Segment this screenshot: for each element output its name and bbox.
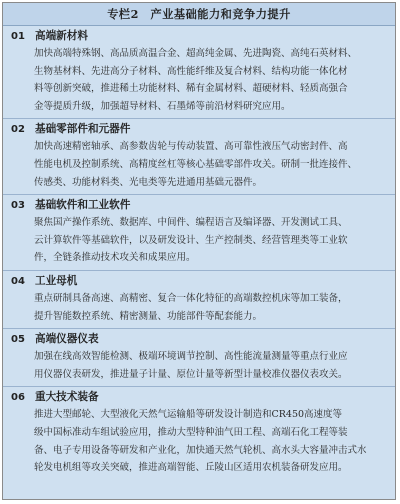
section-heading <box>11 389 389 406</box>
section-number: 06 <box>11 392 25 404</box>
body-line: 推进大型邮轮、大型液化天然气运输船等研发设计制造和CR450高速度等 <box>34 409 343 421</box>
body-line: 金等提质升级，加强超导材料、石墨烯等前沿材料研究应用。 <box>34 100 291 112</box>
section-title: 高端仪器仪表 <box>35 333 99 346</box>
section-03 <box>3 195 395 271</box>
body-line: 提升智能数控系统、精密测量、功能部件等配套能力。 <box>34 310 263 322</box>
body-line: 件，全链条推动技术攻关和成果应用。 <box>34 252 196 264</box>
section-heading <box>11 121 389 138</box>
body-line: 级中国标准动车组试验应用，推动大型特种油气田工程、高端石化工程等装 <box>34 426 348 438</box>
section-number: 04 <box>11 275 25 287</box>
box-title: 专栏2 产业基础能力和竞争力提升 <box>3 3 395 26</box>
section-body <box>11 45 389 115</box>
body-line: 料等创新突破，推进稀土功能材料、稀有金属材料、超硬材料、轻质高强合 <box>34 83 348 95</box>
section-body <box>11 290 389 325</box>
body-line: 聚焦国产操作系统、数据库、中间件、编程语言及编译器、开发测试工具、 <box>34 217 348 229</box>
body-line: 加快高端特殊钢、高品质高温合金、超高纯金属、先进陶瓷、高纯石英材料、 <box>34 48 358 59</box>
section-title: 基础零部件和元器件 <box>35 123 131 136</box>
section-02 <box>3 119 395 195</box>
section-number: 01 <box>11 31 25 42</box>
section-01 <box>3 26 395 119</box>
section-body <box>11 138 389 191</box>
body-line: 用仪器仪表研发，推进量子计量、原位计量等新型计量校准仪器仪表攻关。 <box>34 368 348 380</box>
body-line: 传感类、功能材料类、光电类等先进通用基础元器件。 <box>34 176 263 188</box>
section-number: 02 <box>11 124 25 136</box>
section-body <box>11 214 389 267</box>
body-line: 生物基材料、先进高分子材料、高性能纤维及复合材料、结构功能一体化材 <box>34 65 348 77</box>
body-line: 重点研制具备高速、高精密、复合一体化特征的高端数控机床等加工装备， <box>34 292 348 304</box>
section-body <box>11 348 389 383</box>
section-heading <box>11 28 389 45</box>
section-heading <box>11 273 389 290</box>
feature-box <box>2 2 396 500</box>
section-title: 工业母机 <box>35 274 78 287</box>
body-line: 加快高速精密轴承、高参数齿轮与传动装置、高可靠性液压气动密封件、高 <box>34 141 348 153</box>
section-heading <box>11 331 389 348</box>
section-05 <box>3 329 395 387</box>
section-title: 高端新材料 <box>35 30 88 42</box>
body-line: 云计算软件等基础软件，以及研发设计、生产控制类、经营管理类等工业软 <box>34 234 348 246</box>
section-body <box>11 406 389 476</box>
body-line: 轮发电机组等攻关突破，推进高端智能、丘陵山区适用农机装备研发应用。 <box>34 462 348 474</box>
section-06 <box>3 387 395 479</box>
body-line: 性能电机及控制系统、高精度丝杠等核心基础零部件攻关。研制一批连接件、 <box>34 158 358 170</box>
section-04 <box>3 271 395 329</box>
section-title: 基础软件和工业软件 <box>35 199 131 212</box>
section-number: 03 <box>11 200 25 212</box>
body-line: 备、电子专用设备等研发和产业化，加快通天然气轮机、高水头大容量冲击式水 <box>34 444 367 456</box>
section-title: 重大技术装备 <box>35 391 99 404</box>
section-number: 05 <box>11 334 25 346</box>
section-heading <box>11 197 389 214</box>
body-line: 加强在线高效智能检测、极端环境调节控制、高性能流量测量等重点行业应 <box>34 351 348 363</box>
